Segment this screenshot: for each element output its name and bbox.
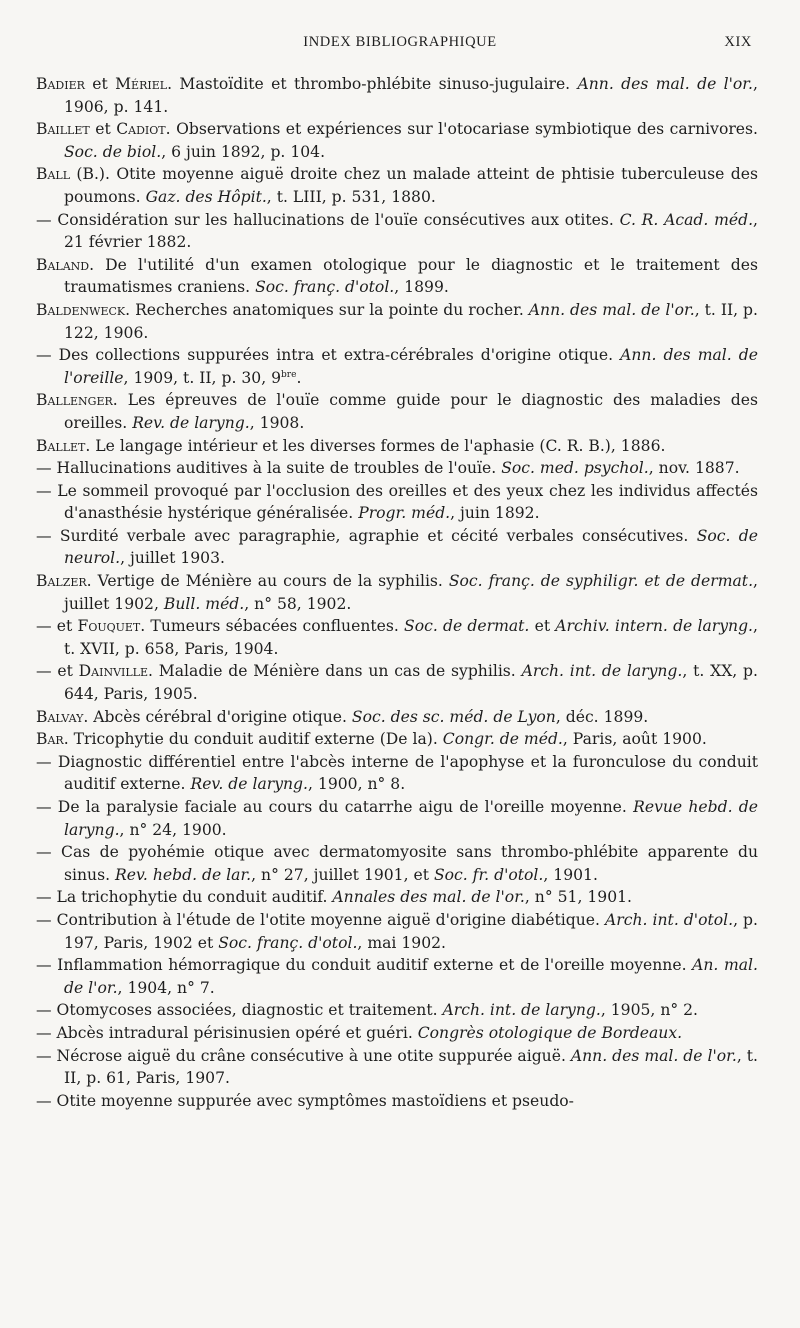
- entry-text: — Des collections suppurées intra et extra-cérébrales d'origine otique.: [36, 346, 621, 365]
- page-number: XIX: [724, 34, 752, 50]
- entry-text: .: [296, 368, 302, 387]
- entry-text: — De la paralysie faciale au cours du catarrhe aigu de l'oreille moyenne.: [36, 798, 634, 816]
- journal-title: Soc. franç. d'otol.: [218, 933, 358, 952]
- bibliography-entry: [36, 73, 758, 118]
- journal-title: Revue hebd. de laryng.: [64, 798, 758, 839]
- entry-text: . Mastoïdite et thrombo-phlébite sinuso-jugulaire.: [167, 75, 578, 93]
- author-name: Bar: [36, 730, 64, 749]
- journal-title: An. mal. de l'or.: [64, 956, 758, 997]
- entry-text: , 1909, t. II, p. 30, 9: [123, 368, 282, 387]
- bibliography-entry: [36, 435, 758, 458]
- entry-text: , 1908.: [249, 413, 305, 432]
- author-name: Ball: [36, 165, 71, 184]
- entry-text: , juillet 1903.: [120, 549, 225, 568]
- entry-text: . Abcès cérébral d'origine otique.: [83, 707, 352, 726]
- entry-text: , 6 juin 1892, p. 104.: [161, 142, 326, 161]
- entry-text: — Inflammation hémorragique du conduit auditif externe et de l'oreille moyenne.: [36, 956, 693, 975]
- entry-text: , mai 1902.: [357, 933, 446, 952]
- bibliography-entry: [36, 615, 758, 660]
- journal-title: Ann. des mal. de l'oreille: [64, 346, 758, 387]
- bibliography-entry: [36, 886, 758, 909]
- bibliography-entry: [36, 954, 758, 999]
- bibliography-entry: [36, 999, 758, 1022]
- journal-title: Ann. des mal. de l'or.: [570, 1046, 737, 1065]
- journal-title: Congr. de méd.: [442, 730, 563, 749]
- entry-text: . Vertige de Ménière au cours de la syphilis.: [86, 572, 449, 591]
- entry-text: — et: [36, 662, 79, 681]
- journal-title: Gaz. des Hôpit.: [145, 187, 267, 206]
- entry-text: , juin 1892.: [450, 504, 540, 523]
- journal-title: Soc. de neurol.: [64, 526, 758, 568]
- bibliography-entry: [36, 570, 758, 615]
- bibliography-entry: [36, 344, 758, 389]
- entry-text: , Paris, août 1900.: [562, 730, 707, 749]
- entry-text: et: [84, 75, 116, 93]
- entry-text: . Tricophytie du conduit auditif externe (De la).: [63, 730, 443, 749]
- journal-title: Arch. int. de laryng.: [521, 662, 683, 681]
- entry-text: , 1904, n° 7.: [117, 978, 215, 997]
- entry-text: . De l'utilité d'un examen otologique pour le diagnostic et le traitement des traumatismes craniens.: [64, 255, 758, 297]
- entry-text: — Otomycoses associées, diagnostic et traitement.: [36, 1001, 443, 1020]
- entry-text: — Otite moyenne suppurée avec symptômes mastoïdiens et pseudo-: [36, 1091, 574, 1110]
- journal-title: Soc. fr. d'otol.: [433, 865, 544, 884]
- bibliography-entry: [36, 751, 758, 796]
- journal-title: Soc. franç. d'otol.: [255, 278, 395, 297]
- bibliography-entry: [36, 796, 758, 841]
- entry-text: . Les épreuves de l'ouïe comme guide pour le diagnostic des maladies des oreilles.: [64, 391, 758, 432]
- author-name: Baillet: [36, 120, 90, 139]
- entry-text: , t. II, p. 61, Paris, 1907.: [64, 1046, 759, 1088]
- bibliography-entry: [36, 909, 758, 954]
- entry-text: — Contribution à l'étude de l'otite moyenne aiguë d'origine diabétique.: [36, 910, 606, 929]
- entry-text: — Considération sur les hallucinations de l'ouïe consécutives aux otites.: [36, 210, 620, 229]
- entry-text: , 1905, n° 2.: [600, 1001, 699, 1020]
- bibliography-entry: [36, 1022, 758, 1045]
- entry-text: , t. XVII, p. 658, Paris, 1904.: [64, 617, 758, 658]
- entry-text: . Observations et expériences sur l'otocariase symbiotique des carnivores.: [165, 120, 758, 139]
- entry-text: . Tumeurs sébacées confluentes.: [140, 617, 405, 636]
- running-title: INDEX BIBLIOGRAPHIQUE: [303, 34, 497, 50]
- bibliography-entry: [36, 480, 758, 525]
- journal-title: Soc. des sc. méd. de Lyon: [351, 707, 556, 726]
- entry-text: , n° 58, 1902.: [244, 594, 352, 613]
- entry-text: , t. LIII, p. 531, 1880.: [266, 187, 436, 206]
- entry-text: , 1901.: [543, 865, 598, 884]
- entry-text: , nov. 1887.: [648, 459, 740, 478]
- author-name: Baland: [36, 255, 90, 274]
- entry-text: — Le sommeil provoqué par l'occlusion des oreilles et des yeux chez les individus affectés d'anasthésie hystérique généralisée.: [36, 481, 758, 523]
- journal-title: Soc. de biol.: [64, 142, 162, 161]
- entry-text: et: [89, 120, 117, 139]
- bibliography-entry: [36, 706, 758, 729]
- journal-title: Bull. méd.: [163, 594, 245, 613]
- bibliography-entry: [36, 389, 758, 434]
- journal-title: Progr. méd.: [358, 504, 451, 523]
- journal-title: Ann. des mal. de l'or.: [528, 300, 695, 319]
- bibliography-entry: [36, 1045, 758, 1090]
- bibliography-entry: [36, 525, 758, 570]
- journal-title: C. R. Acad. méd.: [619, 210, 754, 229]
- entry-text: , 1906, p. 141.: [64, 75, 758, 116]
- entry-text: , n° 51, 1901.: [524, 888, 632, 907]
- author-name: Ballet: [36, 436, 86, 455]
- journal-title: Rev. de laryng.: [132, 413, 250, 432]
- entry-text: — La trichophytie du conduit auditif.: [36, 888, 333, 907]
- author-name: Dainville: [78, 662, 149, 681]
- entry-text: , t. II, p. 122, 1906.: [64, 300, 759, 342]
- bibliography-entry: [36, 660, 758, 705]
- author-name: Ballenger: [36, 391, 113, 410]
- journal-title: Soc. de dermat.: [404, 617, 530, 636]
- author-name: Mériel: [115, 75, 168, 93]
- entry-text: , t. XX, p. 644, Paris, 1905.: [64, 662, 758, 704]
- entry-text: — Diagnostic différentiel entre l'abcès interne de l'apophyse et la furonculose du conduit auditif externe.: [36, 752, 758, 794]
- author-name: Fouquet: [77, 617, 141, 636]
- journal-title: Arch. int. d'otol.: [605, 910, 734, 929]
- entry-text: , 1899.: [394, 278, 449, 297]
- entry-text: — Abcès intradural périsinusien opéré et guéri.: [36, 1023, 418, 1042]
- author-name: Baldenweck: [36, 300, 126, 319]
- journal-title: Soc. med. psychol.: [501, 459, 649, 478]
- journal-title: Arch. int. de laryng.: [442, 1001, 601, 1020]
- bibliography-entry: [36, 1090, 758, 1113]
- superscript: bre: [281, 369, 297, 380]
- bibliography-entry: [36, 299, 758, 344]
- entry-text: , n° 24, 1900.: [119, 820, 227, 839]
- bibliography-entry: [36, 457, 758, 480]
- entry-text: . Le langage intérieur et les diverses formes de l'aphasie (C. R. B.), 1886.: [85, 436, 666, 455]
- entry-text: . Maladie de Ménière dans un cas de syphilis.: [148, 662, 522, 681]
- entry-text: — Nécrose aiguë du crâne consécutive à une otite suppurée aiguë.: [36, 1046, 571, 1065]
- journal-title: Archiv. intern. de laryng.: [555, 617, 754, 636]
- entry-text: — Hallucinations auditives à la suite de troubles de l'ouïe.: [36, 459, 502, 478]
- entry-text: , 21 février 1882.: [64, 210, 758, 252]
- journal-title: Annales des mal. de l'or.: [332, 888, 525, 907]
- entry-text: et: [529, 617, 556, 636]
- journal-title: Congrès otologique de Bordeaux.: [417, 1023, 683, 1042]
- entry-text: . Recherches anatomiques sur la pointe du rocher.: [125, 300, 529, 319]
- bibliography-entry: [36, 841, 758, 886]
- entry-text: , n° 27, juillet 1901, et: [251, 865, 434, 884]
- journal-title: Rev. de laryng.: [190, 775, 308, 794]
- entry-text: — Cas de pyohémie otique avec dermatomyosite sans thrombo-phlébite apparente du sinus.: [36, 843, 758, 884]
- bibliography-entry: [36, 254, 758, 299]
- bibliography-entry: [36, 163, 758, 208]
- author-name: Cadiot: [116, 120, 166, 139]
- author-name: Balvay: [36, 707, 84, 726]
- entry-text: (B.). Otite moyenne aiguë droite chez un malade atteint de phtisie tuberculeuse des poumons.: [64, 165, 758, 206]
- entry-text: , déc. 1899.: [555, 707, 649, 726]
- journal-title: Ann. des mal. de l'or.: [577, 75, 754, 93]
- author-name: Balzer: [36, 572, 87, 591]
- author-name: Badier: [36, 75, 85, 93]
- bibliography-entry: [36, 728, 758, 751]
- entry-text: — Surdité verbale avec paragraphie, agraphie et cécité verbales consécutives.: [36, 526, 697, 545]
- bibliography-entry: [36, 118, 758, 163]
- journal-title: Rev. hebd. de lar.: [115, 865, 252, 884]
- bibliography-entry: [36, 209, 758, 254]
- page-header: [0, 34, 800, 54]
- entry-text: , 1900, n° 8.: [308, 775, 406, 794]
- bibliography-list: [36, 73, 758, 1112]
- entry-text: — et: [36, 617, 78, 636]
- entry-text: , juillet 1902,: [64, 572, 759, 613]
- entry-text: , p. 197, Paris, 1902 et: [64, 910, 758, 952]
- journal-title: Soc. franç. de syphiligr. et de dermat.: [448, 572, 754, 591]
